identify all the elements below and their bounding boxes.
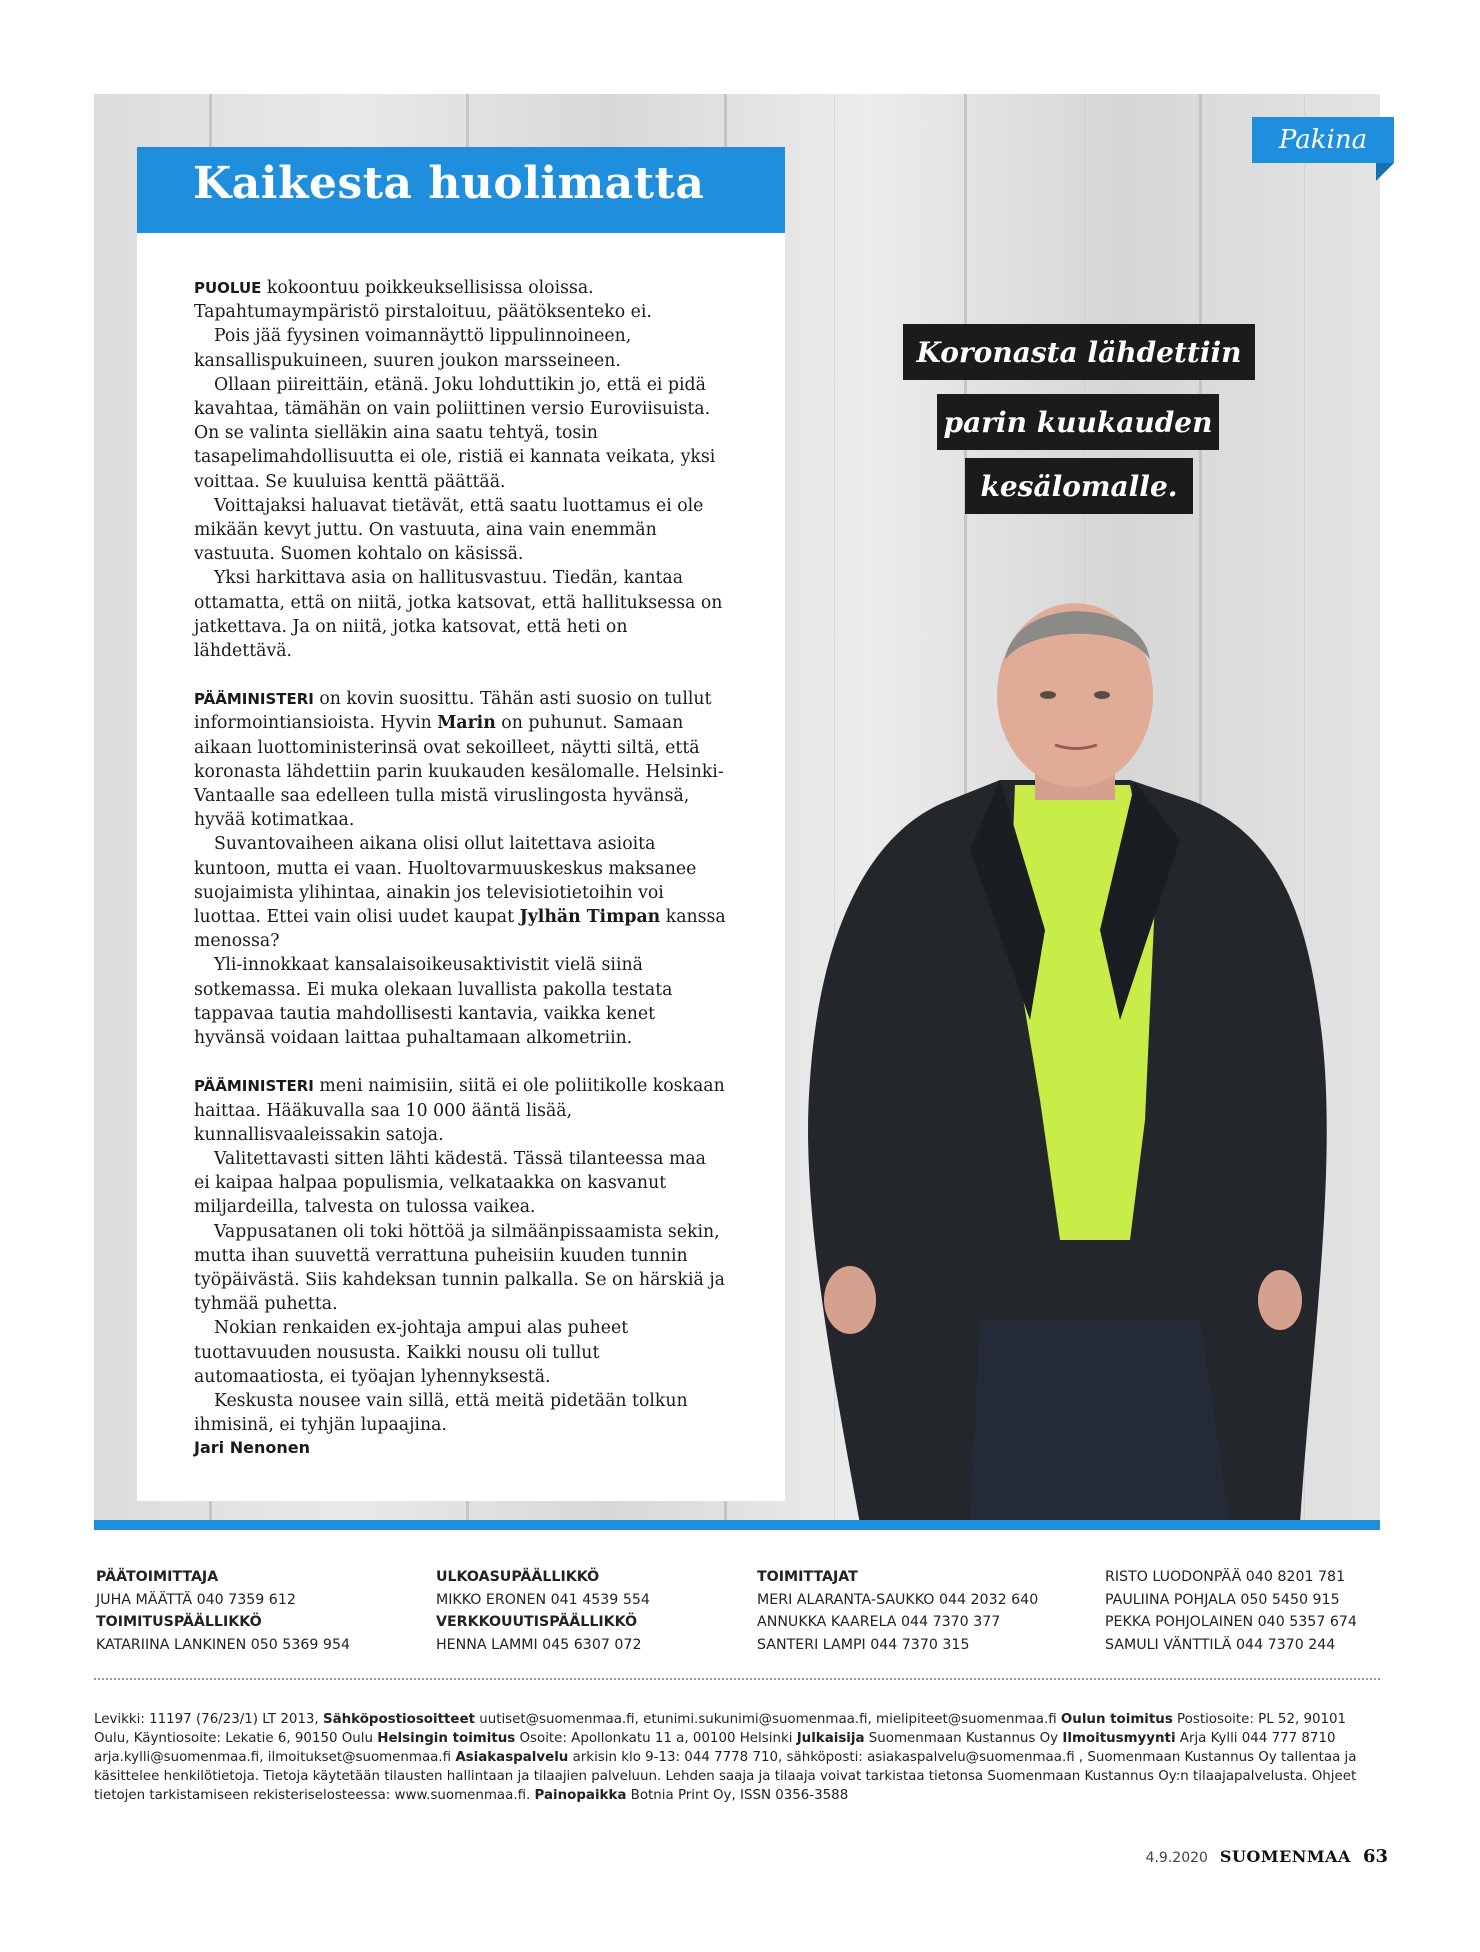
pull-quote-line: parin kuukauden [937,394,1219,450]
paragraph-text: Suvantovaiheen aikana olisi ollut laitettava asioita kuntoon, mutta ei vaan. Huoltovarmuuskeskus maksanee suojaimista ylihintaa, ainakin jos televisiotietoihin voi luottaa. Ettei vain olisi uudet kaupat [194,834,697,928]
lead-caps: PÄÄMINISTERI [194,690,314,709]
paragraph: Valitettavasti sitten lähti kädestä. Tässä tilanteessa maa ei kaipaa halpaa populismia, velkataakka on kasvanut miljardeilla, talvesta on tulossa vaikea. [194,1148,706,1218]
paragraph [194,687,726,832]
imprint-label: Sähköpostiosoitteet [322,1712,475,1727]
staff-entry: HENNA LAMMI 045 6307 072 [436,1636,642,1653]
staff-entry: RISTO LUODONPÄÄ 040 8201 781 [1105,1569,1346,1585]
staff-entry: PEKKA POHJOLAINEN 040 5357 674 [1105,1614,1357,1630]
lead-caps: PUOLUE [194,279,262,297]
paragraph: Yli-innokkaat kansalaisoikeusaktivistit vielä siinä sotkemassa. Ei muka olekaan luvallista pakolla testata tappavaa tautia mahdollisesti kantavia, vaikka kenet hyvänsä voidaan laittaa puhaltamaan alkometriin. [194,955,673,1049]
name-bold: Marin [437,713,496,734]
staff-column [757,1566,1038,1656]
imprint-label: Helsingin toimitus [377,1731,516,1746]
staff-entry: KATARIINA LANKINEN 050 5369 954 [96,1636,351,1653]
imprint-label: Ilmoitusmyynti [1062,1731,1176,1746]
section-tag-fold [1376,163,1394,181]
imprint-text: uutiset@suomenmaa.fi, etunimi.sukunimi@suomenmaa.fi, mielipiteet@suomenmaa.fi [474,1712,1061,1727]
paragraph: Ollaan piireittäin, etänä. Joku lohduttikin jo, että ei pidä kavahtaa, tämähän on vain poliittinen versio Euroviisuista. On se valinta sielläkin aina saatu tehtyä, tosin tasapelimahdollisuutta ei ole, ristiä ei kannata veikata, yksi voittaa. Se kuuluisa kenttä päättää. [194,374,716,492]
article-body [194,276,726,1437]
paragraph-text: kanssa menossa? [194,907,726,952]
imprint-text: Botnia Print Oy, ISSN 0356-3588 [626,1788,849,1803]
staff-entry: MIKKO ERONEN 041 4539 554 [436,1591,650,1608]
paragraph: Vappusatanen oli toki höttöä ja silmäänpissaamista sekin, mutta ihan suuvettä verrattuna puheisiin kuuden tunnin työpäivästä. Siis kahdeksan tunnin palkalla. Se on härskiä ja tyhmää puhetta. [194,1221,725,1315]
paragraph: Pois jää fyysinen voimannäyttö lippulinnoineen, kansallispukuineen, suuren joukon marsseineen. [194,326,632,371]
paragraph-text: on kovin suosittu. Tähän asti suosio on tullut informointiansioista. Hyvin [194,689,712,734]
staff-entry: SANTERI LAMPI 044 7370 315 [757,1636,970,1653]
paragraph: Voittajaksi haluavat tietävät, että saatu luottamus ei ole mikään kevyt juttu. On vastuuta, aina vain enemmän vastuuta. Suomen kohtalo on käsissä. [194,495,704,565]
name-bold: Jylhän Timpan [519,907,661,928]
paragraph-text: on puhunut. Samaan aikaan luottoministerinsä ovat sekoilleet, näytti siltä, että koronasta lähdettiin parin kuukauden kesälomalle. Helsinki-Vantaalle saa edelleen tulla mistä viruslingosta hyvänsä, hyvää kotimatkaa. [194,713,724,831]
staff-role: TOIMITUSPÄÄLLIKKÖ [96,1614,262,1630]
staff-column [436,1566,650,1656]
staff-role: PÄÄTOIMITTAJA [96,1569,219,1585]
page-footer [1146,1846,1388,1867]
staff-entry: PAULIINA POHJALA 050 5450 915 [1105,1591,1340,1608]
page-number: 63 [1362,1846,1388,1867]
issue-date: 4.9.2020 [1145,1850,1208,1866]
imprint-text: Suomenmaan Kustannus Oy [864,1731,1063,1746]
imprint-label: Painopaikka [534,1788,627,1803]
imprint-info [94,1710,1384,1805]
staff-role: ULKOASUPÄÄLLIKKÖ [436,1569,600,1585]
staff-role: VERKKOUUTISPÄÄLLIKKÖ [436,1614,638,1630]
lead-caps: PÄÄMINISTERI [194,1077,314,1096]
staff-column [1105,1566,1357,1656]
imprint-text: Levikki: 11197 (76/23/1) LT 2013, [94,1712,323,1727]
staff-entry: MERI ALARANTA-SAUKKO 044 2032 640 [757,1591,1039,1608]
staff-entry: JUHA MÄÄTTÄ 040 7359 612 [96,1591,296,1608]
paragraph: Yksi harkittava asia on hallitusvastuu. Tiedän, kantaa ottamatta, että on niitä, jotka katsovat, että hallituksessa on jatkettava. Ja on niitä, jotka katsovat, että heti on lähdettävä. [194,568,723,662]
paragraph-text: kokoontuu poikkeuksellisissa oloissa. Tapahtumaympäristö pirstaloituu, päätöksenteko ei. [194,278,652,323]
imprint-label: Oulun toimitus [1060,1712,1173,1727]
imprint-text: Osoite: Apollonkatu 11 a, 00100 Helsinki [515,1731,797,1746]
paragraph-text: meni naimisiin, siitä ei ole poliitikolle koskaan haittaa. Hääkuvalla saa 10 000 ääntä lisää, kunnallisvaaleissakin satoja. [194,1076,725,1145]
paragraph [194,276,726,324]
divider-rule [94,1520,1380,1530]
dotted-divider [94,1678,1380,1680]
imprint-label: Asiakaspalvelu [455,1750,569,1765]
staff-entry: ANNUKKA KAARELA 044 7370 377 [757,1614,1001,1630]
paragraph-gap [194,663,726,687]
pull-quote-line: Koronasta lähdettiin [903,324,1255,380]
paragraph-gap [194,1050,726,1074]
columnist-photo [800,600,1360,1524]
author-name: Jari Nenonen [194,1438,310,1457]
imprint-text: arkisin klo 9-13: 044 7778 710, sähköposti: asiakaspalvelu@suomenmaa.fi , Suomenmaan Kustannus Oy tallentaa ja käsittelee henkilötietoja. Tietoja käytetään tilausten hallintaan ja tilaajien palveluun. Lehden saaja ja tilaaja voivat tarkistaa tietonsa Suomenmaan Kustannus Oy:n tilaajapalvelusta. Ohjeet tietojen tarkistamiseen rekisteriselosteessa: www.suomenmaa.fi. [94,1750,1357,1803]
section-tag: Pakina [1252,117,1394,163]
publication-name: SUOMENMAA [1219,1847,1351,1866]
staff-entry: SAMULI VÄNTTILÄ 044 7370 244 [1105,1636,1336,1653]
paragraph: Keskusta nousee vain sillä, että meitä pidetään tolkun ihmisinä, ei tyhjän lupaajina. [194,1390,688,1436]
staff-role: TOIMITTAJAT [757,1569,858,1585]
imprint-label: Julkaisija [796,1731,865,1746]
staff-column [96,1566,350,1656]
pull-quote-line: kesälomalle. [965,458,1193,514]
paragraph: Nokian renkaiden ex-johtaja ampui alas puheet tuottavuuden noususta. Kaikki nousu oli tullut automaatiosta, ei työajan lyhennyksestä. [194,1318,629,1387]
imprint-text: Arja Kylli 044 777 8710 arja.kylli@suomenmaa.fi, ilmoitukset@suomenmaa.fi [94,1731,1336,1765]
paragraph [194,832,726,953]
paragraph [194,1074,726,1147]
imprint-text: Postiosoite: PL 52, 90101 Oulu, Käyntiosoite: Lekatie 6, 90150 Oulu [94,1712,1347,1746]
article-title: Kaikesta huolimatta [193,158,705,209]
